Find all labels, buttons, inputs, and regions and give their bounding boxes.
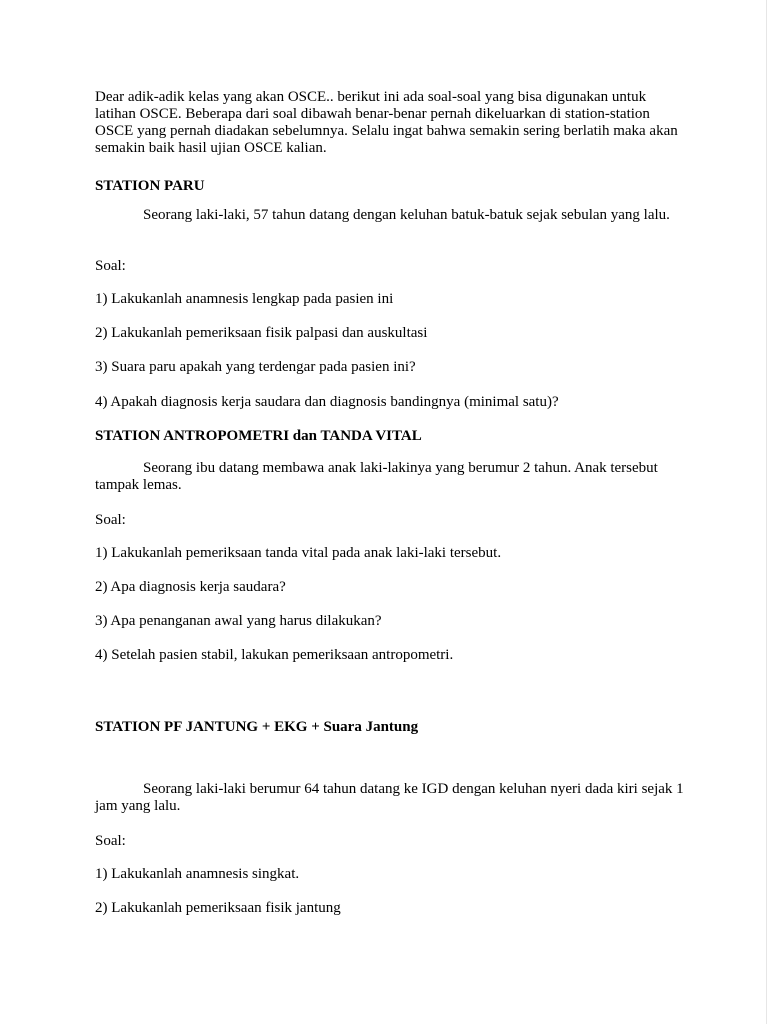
station-paru-case: Seorang laki-laki, 57 tahun datang dengan keluhan batuk-batuk sejak sebulan yang lalu. (143, 207, 670, 223)
station-antropometri-soal-label: Soal: (95, 512, 126, 528)
station-paru-question-2: 2) Lakukanlah pemeriksaan fisik palpasi dan auskultasi (95, 325, 428, 341)
station-antropometri-question-2: 2) Apa diagnosis kerja saudara? (95, 579, 286, 595)
station-antropometri-question-3: 3) Apa penanganan awal yang harus dilakukan? (95, 613, 382, 629)
station-antropometri-case: Seorang ibu datang membawa anak laki-lakinya yang berumur 2 tahun. Anak tersebut tampak lemas. (95, 460, 658, 493)
station-jantung-title: STATION PF JANTUNG + EKG + Suara Jantung (95, 719, 419, 735)
station-paru-title: STATION PARU (95, 178, 205, 194)
station-paru-question-3: 3) Suara paru apakah yang terdengar pada pasien ini? (95, 359, 416, 375)
station-jantung-question-1: 1) Lakukanlah anamnesis singkat. (95, 866, 300, 882)
station-paru-soal-label: Soal: (95, 258, 126, 274)
intro-paragraph: Dear adik-adik kelas yang akan OSCE.. berikut ini ada soal-soal yang bisa digunakan untuk latihan OSCE. Beberapa dari soal dibawah benar-benar pernah dikeluarkan di station-station OSCE yang pernah diadakan sebelumnya. Selalu ingat bahwa semakin sering berlatih maka akan semakin baik hasil ujian OSCE kalian. (95, 89, 678, 156)
station-antropometri-question-1: 1) Lakukanlah pemeriksaan tanda vital pada anak laki-laki tersebut. (95, 545, 502, 561)
station-jantung-question-2: 2) Lakukanlah pemeriksaan fisik jantung (95, 900, 341, 916)
station-antropometri-title: STATION ANTROPOMETRI dan TANDA VITAL (95, 428, 422, 444)
station-jantung-soal-label: Soal: (95, 833, 126, 849)
station-paru-question-4: 4) Apakah diagnosis kerja saudara dan diagnosis bandingnya (minimal satu)? (95, 394, 559, 410)
station-jantung-case: Seorang laki-laki berumur 64 tahun datang ke IGD dengan keluhan nyeri dada kiri sejak 1 jam yang lalu. (95, 781, 684, 814)
station-antropometri-question-4: 4) Setelah pasien stabil, lakukan pemeriksaan antropometri. (95, 647, 454, 663)
station-paru-question-1: 1) Lakukanlah anamnesis lengkap pada pasien ini (95, 291, 394, 307)
